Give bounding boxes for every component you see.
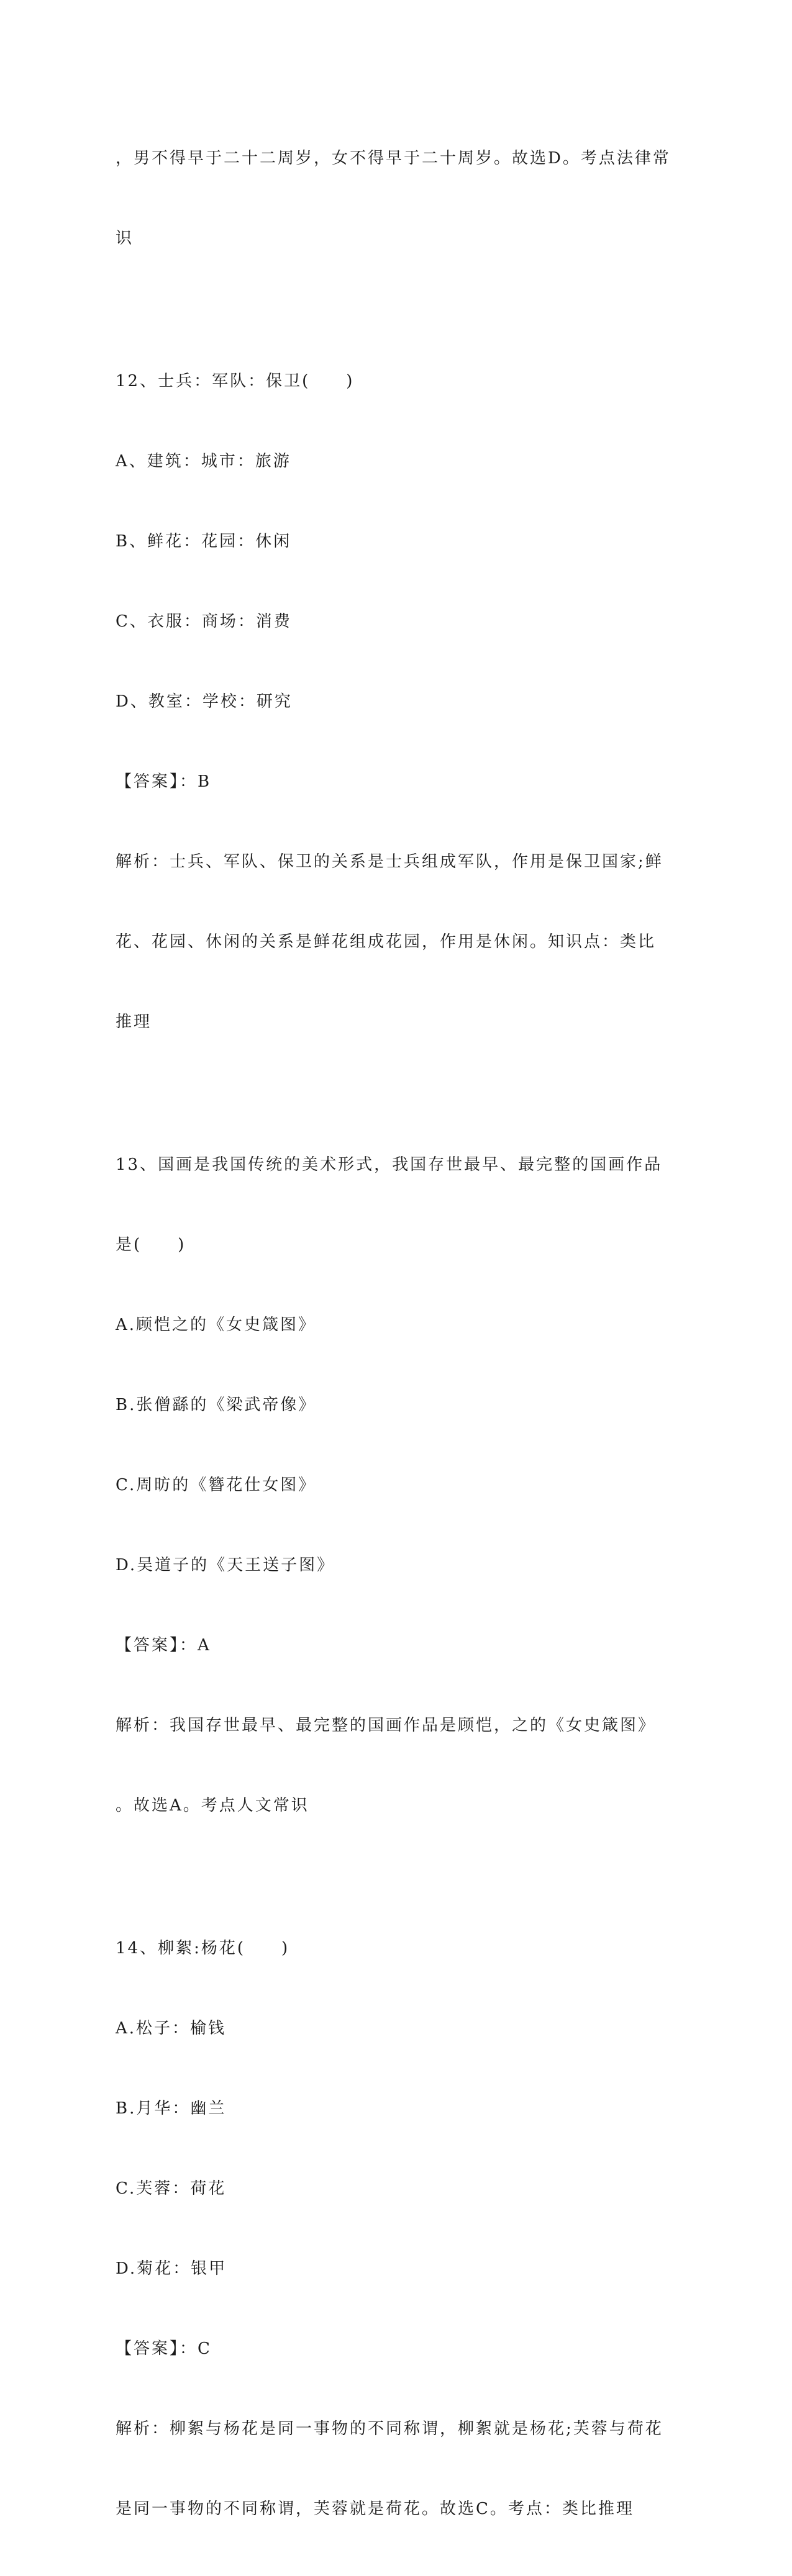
question-stem: 是( ) (116, 1236, 186, 1254)
answer-line: 【答案】：A (116, 1636, 211, 1655)
analysis-line: 。故选A。考点人文常识 (116, 1796, 309, 1815)
intro-paragraph (116, 92, 675, 305)
option-d: D.吴道子的《天王送子图》 (116, 1556, 335, 1575)
analysis-line: 是同一事物的不同称谓，芙蓉就是荷花。故选C。考点：类比推理 (116, 2500, 634, 2518)
analysis-line: 解析：柳絮与杨花是同一事物的不同称谓，柳絮就是杨花;芙蓉与荷花 (116, 2420, 663, 2438)
question-stem: 12、士兵：军队：保卫( ) (116, 372, 355, 391)
option-b: B.张僧繇的《梁武帝像》 (116, 1396, 317, 1414)
option-c: C、衣服：商场：消费 (116, 612, 292, 631)
text-line: 识 (116, 229, 134, 248)
option-b: B.月华：幽兰 (116, 2099, 227, 2118)
document-body (116, 92, 675, 2576)
option-b: B、鲜花：花园：休闲 (116, 532, 292, 551)
option-d: D、教室：学校：研究 (116, 692, 293, 711)
analysis-line: 花、花园、休闲的关系是鲜花组成花园，作用是休闲。知识点：类比 (116, 933, 657, 951)
analysis-line: 推理 (116, 1013, 152, 1031)
option-a: A、建筑：城市：旅游 (116, 452, 291, 471)
question-12 (116, 315, 675, 1089)
text-line: ，男不得早于二十二周岁，女不得早于二十周岁。故选D。考点法律常 (116, 149, 671, 168)
answer-line: 【答案】：B (116, 772, 212, 791)
question-stem: 13、国画是我国传统的美术形式，我国存世最早、最完整的国画作品 (116, 1155, 663, 1174)
analysis-line: 解析：士兵、军队、保卫的关系是士兵组成军队，作用是保卫国家;鲜 (116, 852, 663, 871)
question-14 (116, 1882, 675, 2576)
option-c: C.周昉的《簪花仕女图》 (116, 1476, 317, 1494)
question-stem: 14、柳絮:杨花( ) (116, 1939, 290, 1958)
option-c: C.芙蓉：荷花 (116, 2179, 227, 2198)
analysis-line: 解析：我国存世最早、最完整的国画作品是顾恺，之的《女史箴图》 (116, 1716, 657, 1735)
question-13 (116, 1098, 675, 1873)
option-a: A.顾恺之的《女史箴图》 (116, 1316, 317, 1334)
option-d: D.菊花：银甲 (116, 2259, 227, 2278)
answer-line: 【答案】：C (116, 2339, 212, 2358)
option-a: A.松子：榆钱 (116, 2019, 227, 2038)
